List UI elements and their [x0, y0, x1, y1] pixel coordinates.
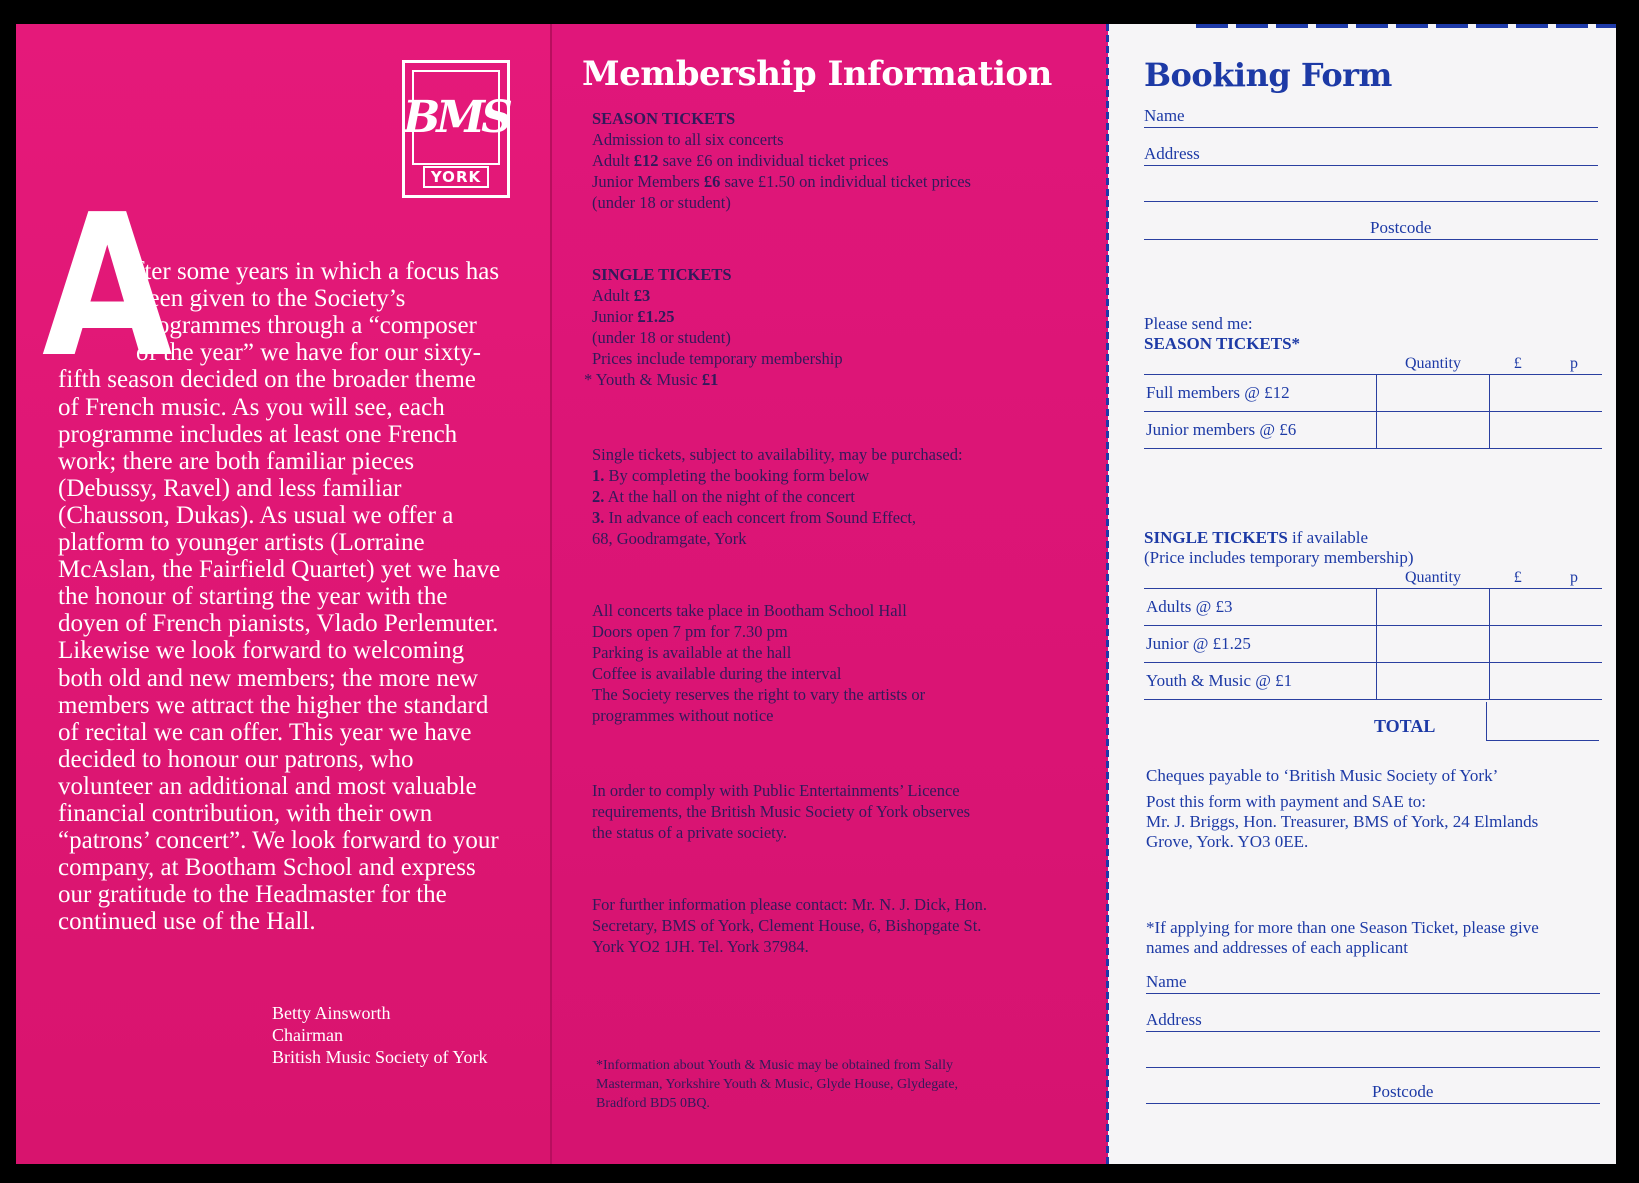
- table-row: [1144, 589, 1602, 626]
- intro-line: our gratitude to the Headmaster for the: [58, 881, 447, 909]
- intro-line: both old and new members; the more new: [58, 664, 479, 692]
- single-adult: Adult £3: [592, 286, 651, 305]
- licence-line: In order to comply with Public Entertainments’ Licence: [592, 781, 960, 800]
- membership-title: Membership Information: [582, 54, 1052, 94]
- applying-note-line: *If applying for more than one Season Ticket, please give: [1146, 918, 1539, 937]
- post-form-line: Mr. J. Briggs, Hon. Treasurer, BMS of York, 24 Elmlands: [1146, 812, 1539, 831]
- purchase-intro: Single tickets, subject to availability, may be purchased:: [592, 445, 963, 464]
- intro-line: of the year” we have for our sixty-: [136, 339, 481, 367]
- season-note: (under 18 or student): [592, 193, 731, 212]
- venue-line: Doors open 7 pm for 7.30 pm: [592, 622, 788, 641]
- venue-line: Coffee is available during the interval: [592, 664, 842, 683]
- season-adult: Adult £12 save £6 on individual ticket prices: [592, 151, 889, 170]
- season-tickets-heading: SEASON TICKETS*: [1144, 334, 1301, 353]
- purchase-address: 68, Goodramgate, York: [592, 529, 747, 548]
- footnote-line: Bradford BD5 0BQ.: [596, 1096, 710, 1111]
- intro-line: volunteer an additional and most valuable: [58, 772, 477, 800]
- season-heading: SEASON TICKETS: [592, 109, 736, 128]
- intro-line: members we attract the higher the standard: [58, 691, 489, 719]
- single-tickets-info: [584, 264, 843, 390]
- intro-line: McAslan, the Fairfield Quartet) yet we have: [58, 556, 501, 584]
- pounds-cell[interactable]: [1490, 375, 1547, 412]
- intro-line: financial contribution, with their own: [58, 800, 433, 827]
- season-junior: Junior Members £6 save £1.50 on individual ticket prices: [592, 172, 971, 191]
- venue-line: All concerts take place in Bootham School Hall: [592, 601, 907, 620]
- applicant-name-label: Name: [1146, 972, 1187, 991]
- single-note: (under 18 or student): [592, 328, 731, 347]
- intro-line: doyen of French pianists, Vlado Perlemuter.: [58, 610, 499, 638]
- applicant-address-label: Address: [1146, 1010, 1202, 1029]
- row-label: Adults @ £3: [1144, 589, 1377, 626]
- applicant-postcode-field[interactable]: [1146, 1084, 1600, 1104]
- single-membership: Prices include temporary membership: [592, 349, 843, 368]
- col-quantity: Quantity: [1377, 568, 1490, 589]
- membership-panel: [550, 24, 1108, 1164]
- col-quantity: Quantity: [1377, 354, 1490, 375]
- quantity-cell[interactable]: [1377, 626, 1490, 663]
- bms-york-logo: [402, 60, 510, 198]
- postcode-label: Postcode: [1370, 218, 1432, 237]
- intro-line: fter some years in which a focus has: [136, 258, 500, 285]
- single-heading: SINGLE TICKETS: [592, 265, 732, 284]
- name-field[interactable]: [1144, 108, 1598, 128]
- pence-cell[interactable]: [1546, 412, 1602, 449]
- brochure-sheet: [16, 24, 1616, 1164]
- purchase-item-2: 2. At the hall on the night of the concert: [592, 487, 856, 506]
- venue-line: Parking is available at the hall: [592, 643, 792, 662]
- contact-line: For further information please contact: Mr. N. J. Dick, Hon.: [592, 895, 987, 914]
- signature-name: Betty Ainsworth: [272, 1003, 391, 1023]
- intro-line: programmes through a “composer: [136, 312, 477, 340]
- intro-line: of French music. As you will see, each: [58, 393, 445, 421]
- row-label: Junior @ £1.25: [1144, 626, 1377, 663]
- purchase-item-1: 1. By completing the booking form below: [592, 466, 870, 485]
- table-row: [1144, 626, 1602, 663]
- applicant-name-field[interactable]: [1146, 974, 1600, 994]
- intro-line: decided to honour our patrons, who: [58, 745, 414, 773]
- licence-line: the status of a private society.: [592, 823, 788, 842]
- single-tickets-heading: SINGLE TICKETS if available: [1144, 528, 1369, 547]
- intro-panel: [16, 24, 550, 1164]
- single-tickets-table: [1144, 568, 1602, 700]
- licence-info: [592, 780, 970, 843]
- pounds-cell[interactable]: [1490, 626, 1547, 663]
- season-line: Admission to all six concerts: [592, 130, 784, 149]
- season-tickets-info: [592, 108, 971, 213]
- venue-info: [592, 600, 925, 726]
- quantity-cell[interactable]: [1377, 412, 1490, 449]
- total-label: TOTAL: [1374, 716, 1436, 736]
- post-form-line: Grove, York. YO3 0EE.: [1146, 832, 1309, 851]
- col-pounds: £: [1490, 568, 1547, 589]
- post-form-line: Post this form with payment and SAE to:: [1146, 792, 1427, 811]
- signature-role: Chairman: [272, 1025, 343, 1045]
- drop-cap: A: [42, 173, 173, 401]
- row-label: Full members @ £12: [1144, 375, 1377, 412]
- pence-cell[interactable]: [1546, 626, 1602, 663]
- row-label: Junior members @ £6: [1144, 412, 1377, 449]
- booking-form-title: Booking Form: [1144, 56, 1392, 94]
- footnote-line: *Information about Youth & Music may be obtained from Sally: [596, 1058, 953, 1073]
- total-amount-cell[interactable]: [1486, 702, 1599, 741]
- please-send: Please send me:: [1144, 314, 1253, 333]
- pence-cell[interactable]: [1546, 663, 1602, 700]
- licence-line: requirements, the British Music Society of York observes: [592, 802, 971, 821]
- pence-cell[interactable]: [1546, 589, 1602, 626]
- intro-line: of recital we can offer. This year we have: [58, 718, 472, 746]
- intro-line: continued use of the Hall.: [58, 908, 316, 936]
- youth-music-footnote: [596, 1056, 958, 1113]
- intro-line: fifth season decided on the broader theme: [58, 366, 476, 394]
- intro-line: platform to younger artists (Lorraine: [58, 529, 425, 556]
- signature-org: British Music Society of York: [272, 1047, 488, 1067]
- intro-line: (Debussy, Ravel) and less familiar: [58, 474, 402, 502]
- venue-line: The Society reserves the right to vary the artists or: [592, 685, 926, 704]
- contact-line: York YO2 1JH. Tel. York 37984.: [592, 937, 809, 956]
- pounds-cell[interactable]: [1490, 412, 1547, 449]
- quantity-cell[interactable]: [1377, 589, 1490, 626]
- contact-line: Secretary, BMS of York, Clement House, 6, Bishopgate St.: [592, 916, 982, 935]
- col-pounds: £: [1490, 354, 1547, 375]
- intro-line: (Chausson, Dukas). As usual we offer a: [58, 501, 454, 529]
- logo-monogram: BMS: [403, 92, 509, 143]
- table-row: [1144, 412, 1602, 449]
- postcode-field[interactable]: [1144, 220, 1598, 240]
- quantity-cell[interactable]: [1377, 375, 1490, 412]
- pounds-cell[interactable]: [1490, 663, 1547, 700]
- row-label: Youth & Music @ £1: [1144, 663, 1377, 700]
- name-label: Name: [1144, 106, 1185, 125]
- col-pence: p: [1546, 568, 1602, 589]
- intro-line: Likewise we look forward to welcoming: [58, 637, 465, 665]
- address-field[interactable]: [1144, 146, 1598, 166]
- table-row: [1144, 375, 1602, 412]
- venue-line: programmes without notice: [592, 706, 774, 725]
- intro-line: the honour of starting the year with the: [58, 583, 448, 611]
- cheques-payable: Cheques payable to ‘British Music Society of York’: [1146, 766, 1499, 785]
- purchase-item-3: 3. In advance of each concert from Sound Effect,: [592, 508, 917, 527]
- booking-form-panel: [1108, 24, 1616, 1164]
- perforation-line: [1106, 24, 1109, 1164]
- intro-line: been given to the Society’s: [136, 285, 406, 313]
- applicant-address-field[interactable]: [1146, 1012, 1600, 1032]
- footnote-line: Masterman, Yorkshire Youth & Music, Glyde House, Glydegate,: [596, 1077, 959, 1092]
- top-edge-dashes: [1196, 24, 1616, 28]
- pounds-cell[interactable]: [1490, 589, 1547, 626]
- address-label: Address: [1144, 144, 1200, 163]
- intro-line: programme includes at least one French: [58, 420, 458, 448]
- purchase-info: [592, 444, 963, 549]
- pence-cell[interactable]: [1546, 375, 1602, 412]
- table-row: [1144, 663, 1602, 700]
- single-junior: Junior £1.25: [592, 307, 675, 326]
- single-youth: * Youth & Music £1: [584, 370, 719, 389]
- logo-place: YORK: [423, 166, 489, 188]
- applicant-address-line-2-field[interactable]: [1146, 1048, 1600, 1068]
- intro-line: work; there are both familiar pieces: [58, 447, 415, 475]
- col-pence: p: [1546, 354, 1602, 375]
- single-tickets-note: (Price includes temporary membership): [1144, 548, 1414, 567]
- quantity-cell[interactable]: [1377, 663, 1490, 700]
- applicant-postcode-label: Postcode: [1372, 1082, 1434, 1101]
- season-tickets-table: [1144, 354, 1602, 449]
- contact-info: [592, 894, 987, 957]
- intro-line: company, at Bootham School and express: [58, 854, 476, 882]
- signature: [272, 1002, 488, 1068]
- applying-note-line: names and addresses of each applicant: [1146, 938, 1408, 957]
- address-line-2-field[interactable]: [1144, 182, 1598, 202]
- intro-line: “patrons’ concert”. We look forward to your: [58, 827, 499, 855]
